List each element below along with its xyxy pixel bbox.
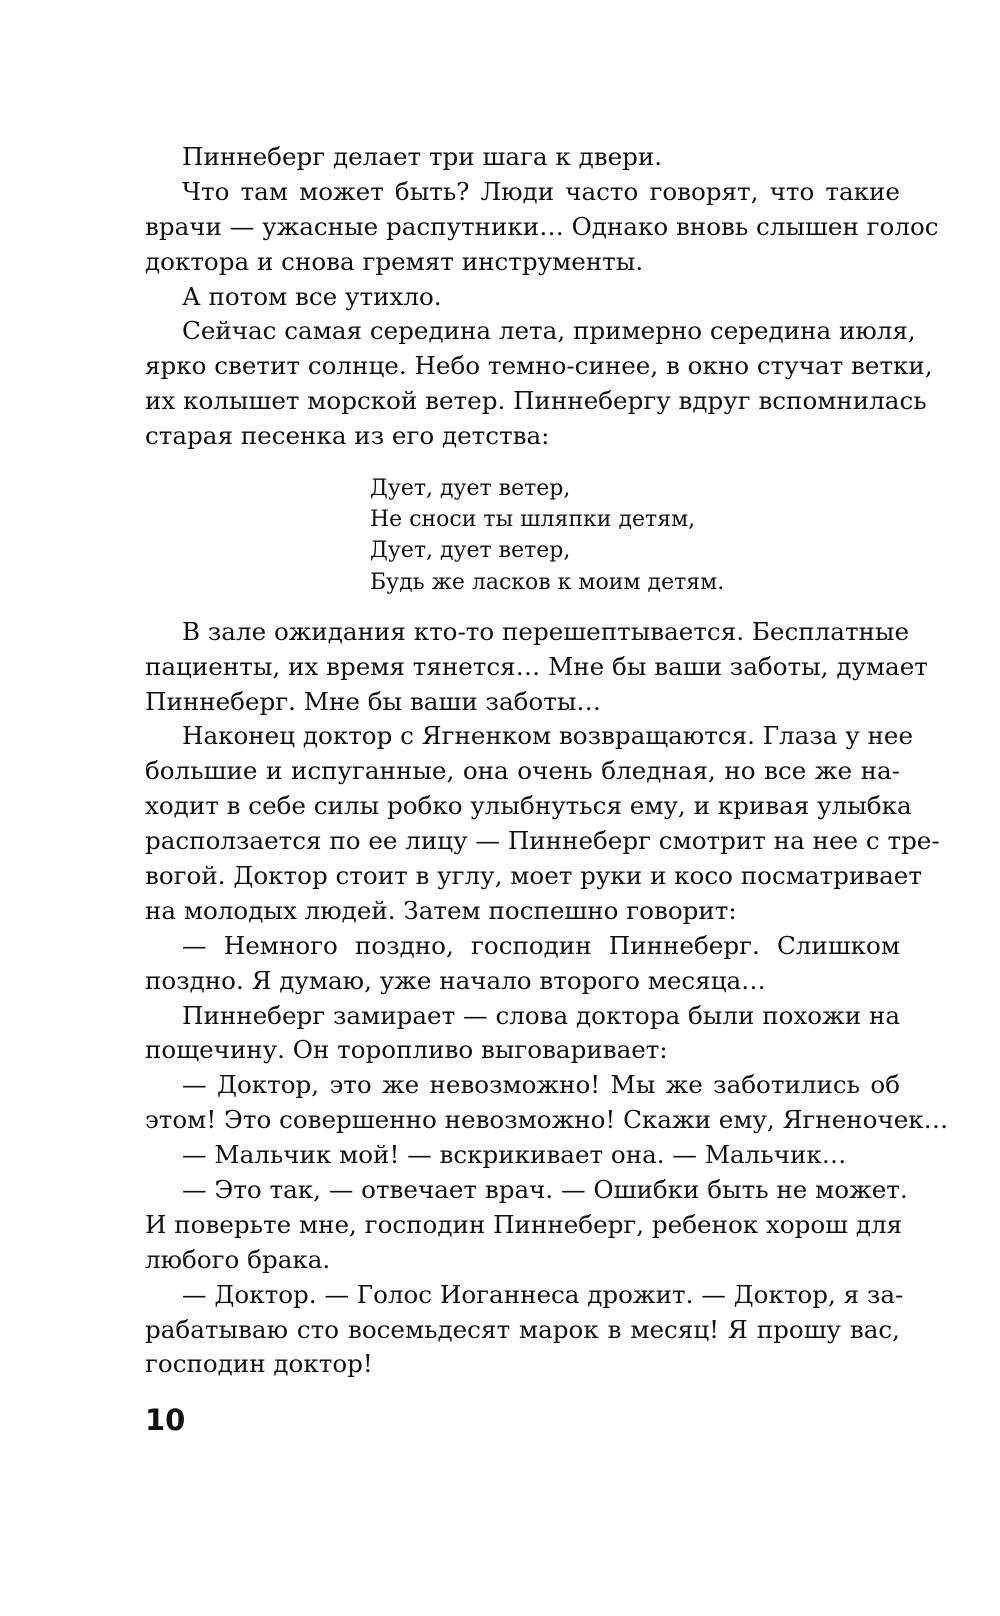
text-line: И поверьте мне, господин Пиннеберг, ребенок хорош для bbox=[145, 1209, 903, 1239]
poem-line: Дует, дует ветер, bbox=[370, 476, 571, 502]
text-line: Пиннеберг делает три шага к двери. bbox=[182, 142, 663, 171]
text-line: ходит в себе силы робко улыбнуться ему, и кривая улыбка bbox=[145, 791, 912, 821]
prose-block-bottom bbox=[145, 615, 949, 1383]
text-line: старая песенка из его детства: bbox=[145, 421, 550, 451]
text-line: вогой. Доктор стоит в углу, моет руки и косо посматривает bbox=[145, 861, 922, 890]
text-line: расползается по ее лицу — Пиннеберг смотрит на нее с тре- bbox=[145, 826, 940, 856]
text-line: господин доктор! bbox=[145, 1349, 373, 1379]
prose-block-top bbox=[145, 140, 939, 454]
text-line: ярко светит солнце. Небо темно-синее, в окно стучат ветки, bbox=[145, 351, 933, 381]
text-line: этом! Это совершенно невозможно! Скажи ему, Ягненочек… bbox=[145, 1105, 949, 1135]
text-line: Пиннеберг замирает — слова доктора были похожи на bbox=[182, 1000, 900, 1030]
text-line: В зале ожидания кто-то перешептывается. Бесплатные bbox=[182, 616, 910, 646]
poem-line: Не сноси ты шляпки детям, bbox=[370, 507, 696, 533]
page-number: 10 bbox=[145, 1403, 186, 1437]
text-line: — Доктор, это же невозможно! Мы же заботились об bbox=[182, 1070, 900, 1100]
text-line: большие и испуганные, она очень бледная, но все же на- bbox=[145, 756, 900, 786]
text-line: Пиннеберг. Мне бы ваши заботы… bbox=[145, 686, 601, 716]
text-line: на молодых людей. Затем поспешно говорит: bbox=[145, 895, 737, 925]
text-line: пациенты, их время тянется… Мне бы ваши заботы, думает bbox=[145, 651, 928, 681]
poem-line: Будь же ласков к моим детям. bbox=[370, 569, 725, 595]
text-line: — Это так, — отвечает врач. — Ошибки быть не может. bbox=[182, 1175, 908, 1205]
text-line: Сейчас самая середина лета, примерно середина июля, bbox=[182, 316, 916, 346]
text-line: — Доктор. — Голос Иоганнеса дрожит. — Доктор, я за- bbox=[182, 1279, 904, 1309]
text-line: — Немного поздно, господин Пиннеберг. Слишком bbox=[182, 930, 900, 960]
book-page-text bbox=[145, 140, 949, 1382]
text-line: поздно. Я думаю, уже начало второго месяца… bbox=[145, 965, 766, 995]
text-line: врачи — ужасные распутники… Однако вновь слышен голос bbox=[145, 211, 939, 241]
text-line: А потом все утихло. bbox=[182, 281, 442, 311]
text-line: Что там может быть? Люди часто говорят, что такие bbox=[182, 176, 900, 206]
text-line: их колышет морской ветер. Пиннебергу вдруг вспомнилась bbox=[145, 386, 927, 416]
text-line: рабатываю сто восемьдесят марок в месяц! Я прошу вас, bbox=[145, 1314, 900, 1344]
text-line: — Мальчик мой! — вскрикивает она. — Мальчик… bbox=[182, 1140, 847, 1170]
text-line: любого брака. bbox=[145, 1244, 331, 1274]
text-line: Наконец доктор с Ягненком возвращаются. Глаза у нее bbox=[182, 721, 914, 751]
poem-line: Дует, дует ветер, bbox=[370, 538, 571, 564]
poem-block bbox=[145, 473, 900, 598]
text-line: пощечину. Он торопливо выговаривает: bbox=[145, 1035, 668, 1065]
text-line: доктора и снова гремят инструменты. bbox=[145, 246, 644, 276]
